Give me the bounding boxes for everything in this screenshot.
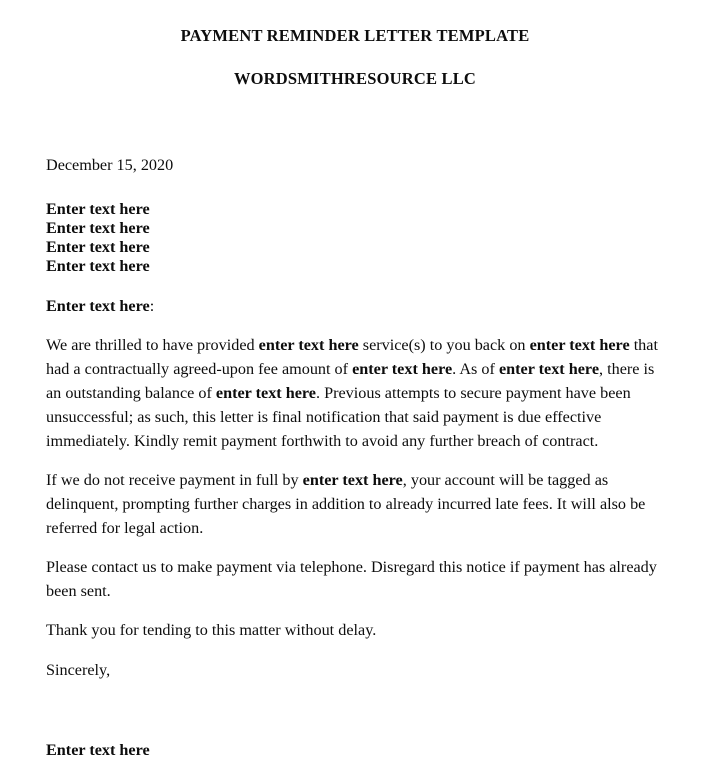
page-title: PAYMENT REMINDER LETTER TEMPLATE [180, 26, 530, 45]
paragraph-one-text: service(s) to you back on [358, 336, 530, 355]
paragraph-one-text: , there is an outstanding balance of [46, 360, 655, 403]
inline-placeholder[interactable]: enter text here [215, 384, 316, 403]
salutation-line [46, 294, 672, 318]
address-line[interactable]: Enter text here [46, 218, 150, 237]
inline-placeholder[interactable]: enter text here [352, 360, 453, 379]
salutation-punctuation: : [149, 297, 155, 316]
company-name: WORDSMITHRESOURCE LLC [233, 68, 477, 88]
paragraph-one-text: that had a contractually agreed-upon fee amount of [46, 336, 658, 379]
letter-body [46, 153, 672, 762]
recipient-address-block [46, 200, 672, 277]
salutation-placeholder[interactable]: Enter text here [46, 297, 150, 316]
paragraph-one [46, 333, 672, 453]
document-header [0, 0, 710, 89]
paragraph-four: Thank you for tending to this matter without delay. [46, 621, 377, 640]
inline-placeholder[interactable]: enter text here [302, 471, 403, 490]
address-line[interactable]: Enter text here [46, 257, 150, 276]
paragraph-one-text: We are thrilled to have provided [46, 336, 259, 355]
closing-line: Sincerely, [46, 661, 111, 680]
paragraph-three: Please contact us to make payment via telephone. Disregard this notice if payment has already been sent. [46, 558, 657, 601]
paragraph-one-text: . Previous attempts to secure payment have been unsuccessful; as such, this letter is final notification that said payment is due effective immediately. Kindly remit payment forthwith to avoid any further breach of contract. [46, 384, 631, 451]
inline-placeholder[interactable]: enter text here [498, 360, 600, 379]
letter-date: December 15, 2020 [46, 155, 174, 174]
signature-placeholder[interactable]: Enter text here [46, 741, 150, 760]
paragraph-one-text: . As of [452, 360, 499, 379]
paragraph-two-text: , your account will be tagged as delinquent, prompting further charges in addition to already incurred late fees. It will also be referred for legal action. [46, 471, 646, 538]
inline-placeholder[interactable]: enter text here [258, 336, 359, 355]
address-line[interactable]: Enter text here [46, 238, 150, 256]
inline-placeholder[interactable]: enter text here [529, 336, 630, 355]
paragraph-two [46, 468, 672, 540]
address-line[interactable]: Enter text here [46, 199, 150, 218]
paragraph-two-text: If we do not receive payment in full by [46, 471, 303, 490]
